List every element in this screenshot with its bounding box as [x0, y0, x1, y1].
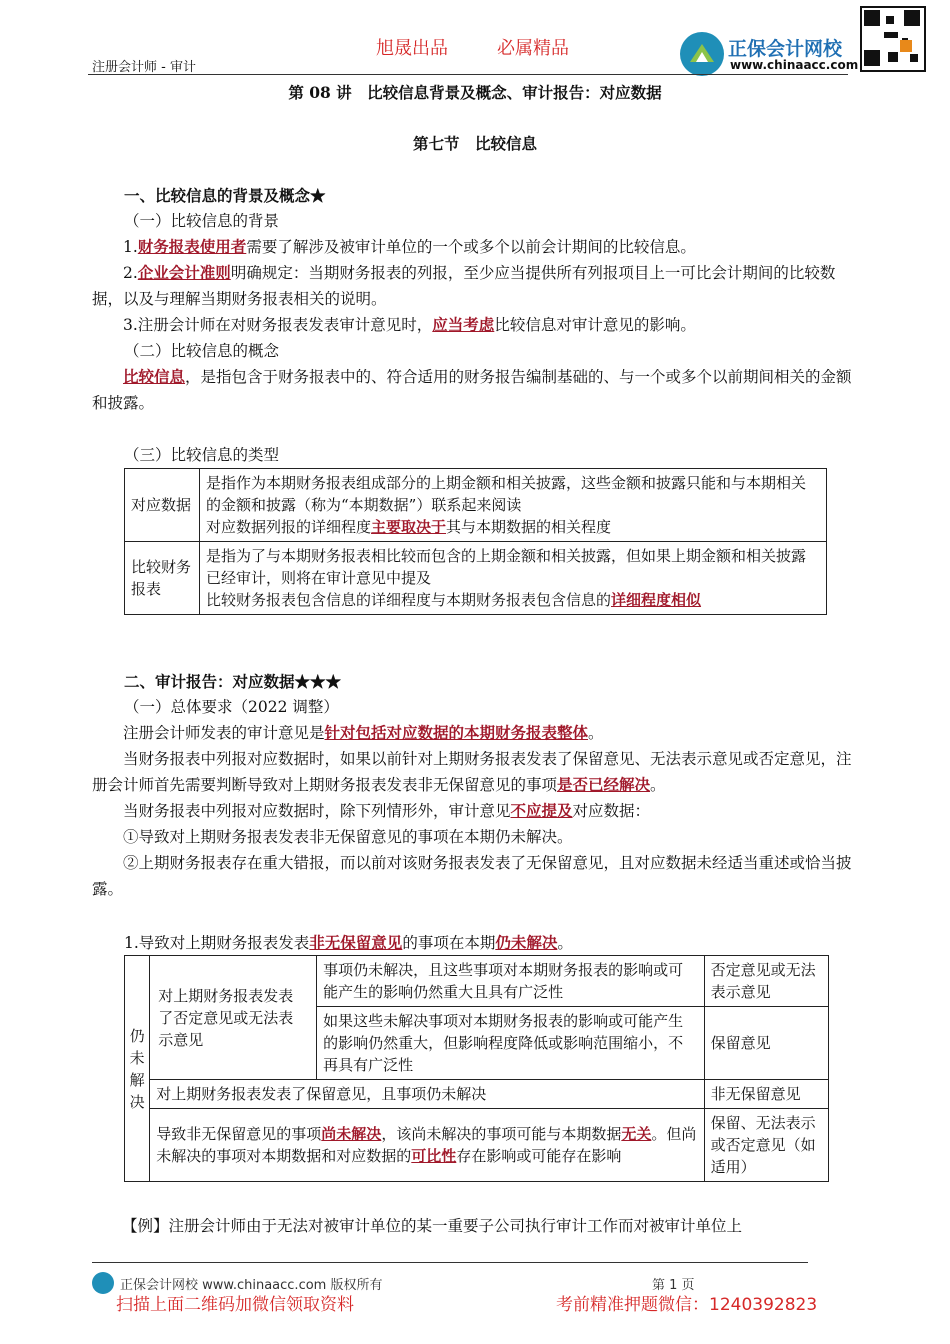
chinaacc-logo-icon	[680, 32, 724, 76]
table-cell-result: 保留、无法表示或否定意见（如适用）	[704, 1109, 828, 1182]
table-cell-desc: 对上期财务报表发表了保留意见，且事项仍未解决	[150, 1080, 704, 1109]
s2-p2: 当财务报表中列报对应数据时，如果以前针对上期财务报表发表了保留意见、无法表示意见或否定意见，注册会计师首先需要判断导致对上期财务报表发表非无保留意见的事项是否已经解决。	[92, 750, 852, 794]
s1-p1: 1.财务报表使用者需要了解涉及被审计单位的一个或多个以前会计期间的比较信息。	[123, 237, 696, 256]
footer-promo-left: 扫描上面二维码加微信领取资料	[116, 1295, 354, 1315]
s2-p5: ②上期财务报表存在重大错报，而以前对该财务报表发表了无保留意见，且对应数据未经适当重述或恰当披露。	[92, 854, 852, 898]
table-cell-desc: 是指为了与本期财务报表相比较而包含的上期金额和相关披露，但如果上期金额和相关披露已经审计，则将在审计意见中提及 比较财务报表包含信息的详细程度与本期财务报表包含信息的详细程度相似	[200, 542, 827, 615]
table-cell-desc: 是指作为本期财务报表组成部分的上期金额和相关披露，这些金额和披露只能和与本期相关的金额和披露（称为“本期数据”）联系起来阅读 对应数据列报的详细程度主要取决于其与本期数据的相关程度	[200, 469, 827, 542]
s1-p2: 2.企业会计准则明确规定：当期财务报表的列报，至少应当提供所有列报项目上一可比会计期间的比较数据，以及与理解当期财务报表相关的说明。	[92, 263, 836, 308]
footer-logo-icon	[92, 1272, 114, 1294]
lecture-title: 第 08 讲 比较信息背景及概念、审计报告：对应数据	[288, 83, 662, 102]
table-row	[125, 469, 827, 542]
s2-p6: 1.导致对上期财务报表发表非无保留意见的事项在本期仍未解决。	[124, 933, 573, 952]
table-cell-head: 对应数据	[125, 469, 200, 542]
s1-sub3: （三）比较信息的类型	[124, 446, 280, 464]
s2-p3: 当财务报表中列报对应数据时，除下列情形外，审计意见不应提及对应数据：	[123, 801, 651, 820]
s2-p1: 注册会计师发表的审计意见是针对包括对应数据的本期财务报表整体。	[123, 723, 604, 742]
table-cell-head: 对上期财务报表发表了否定意见或无法表示意见	[150, 956, 317, 1080]
table-cell-result: 否定意见或无法表示意见	[704, 956, 828, 1007]
footer-promo-right: 考前精准押题微信：1240392823	[556, 1295, 818, 1315]
unresolved-opinion-table	[124, 955, 829, 1182]
qr-code-icon	[860, 6, 926, 72]
table-cell-head: 比较财务报表	[125, 542, 200, 615]
table-cell-result: 保留意见	[704, 1007, 828, 1080]
header-divider	[88, 74, 848, 75]
table-row	[125, 1109, 829, 1182]
s1-sub1: （一）比较信息的背景	[124, 212, 280, 230]
s2-p4: ①导致对上期财务报表发表非无保留意见的事项在本期仍未解决。	[123, 828, 573, 846]
footer-divider	[92, 1262, 808, 1263]
s2-heading: 二、审计报告：对应数据★★★	[124, 672, 342, 691]
table-side-label: 仍未解决	[125, 956, 150, 1182]
table-row	[125, 1080, 829, 1109]
header-brand-right: 必属精品	[497, 38, 569, 59]
logo-name: 正保会计网校	[728, 38, 843, 60]
comparative-info-table	[124, 468, 827, 615]
table-row	[125, 956, 829, 1007]
table-cell-result: 非无保留意见	[704, 1080, 828, 1109]
table-row	[125, 542, 827, 615]
footer-copyright: 正保会计网校 www.chinaacc.com 版权所有	[120, 1278, 383, 1293]
example-text: 【例】注册会计师由于无法对被审计单位的某一重要子公司执行审计工作而对被审计单位上	[122, 1217, 743, 1235]
s1-p4: 比较信息，是指包含于财务报表中的、符合适用的财务报告编制基础的、与一个或多个以前期间相关的金额和披露。	[92, 367, 852, 412]
logo-url: www.chinaacc.com	[730, 58, 859, 72]
s1-sub2: （二）比较信息的概念	[124, 342, 280, 360]
doc-label: 注册会计师 - 审计	[92, 60, 196, 75]
footer-page-number: 第 1 页	[652, 1278, 695, 1293]
section-title: 第七节 比较信息	[412, 134, 537, 153]
s1-p3: 3.注册会计师在对财务报表发表审计意见时，应当考虑比较信息对审计意见的影响。	[123, 315, 696, 334]
table-cell-desc: 导致非无保留意见的事项尚未解决，该尚未解决的事项可能与本期数据无关。但尚未解决的事项对本期数据和对应数据的可比性存在影响或可能存在影响	[150, 1109, 704, 1182]
s2-sub1: （一）总体要求（2022 调整）	[124, 698, 339, 716]
table-cell-desc: 事项仍未解决，且这些事项对本期财务报表的影响或可能产生的影响仍然重大且具有广泛性	[317, 956, 704, 1007]
s1-heading: 一、比较信息的背景及概念★	[124, 186, 326, 205]
table-cell-desc: 如果这些未解决事项对本期财务报表的影响或可能产生的影响仍然重大，但影响程度降低或影响范围缩小，不再具有广泛性	[317, 1007, 704, 1080]
header-brand-left: 旭晟出品	[376, 38, 448, 59]
